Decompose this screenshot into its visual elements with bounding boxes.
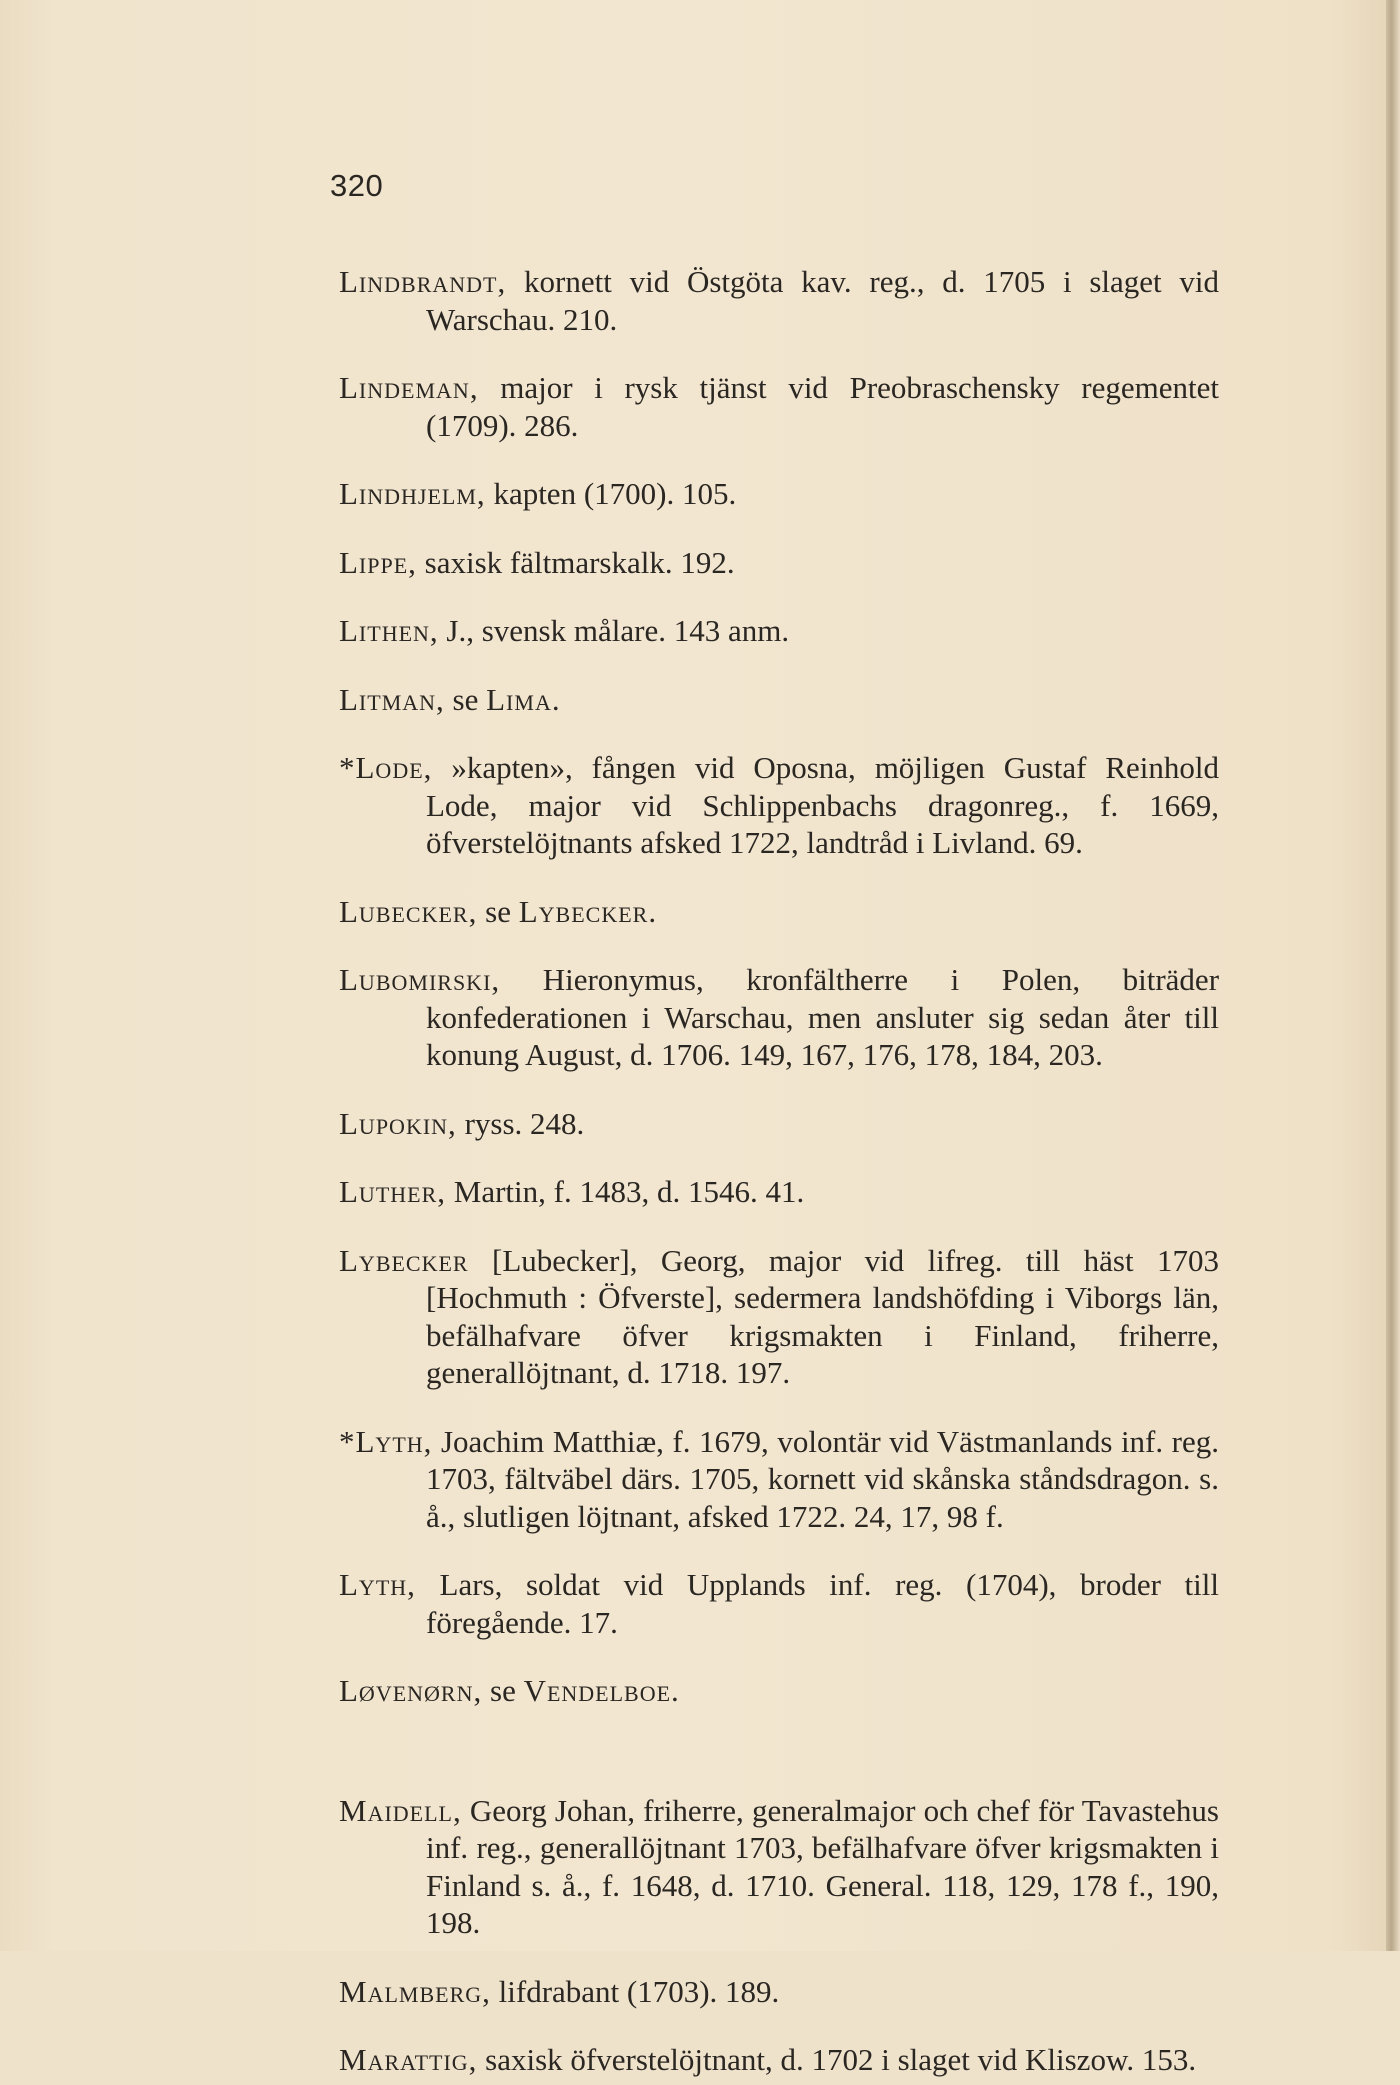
entry-text: kapten (1700). 105.	[493, 476, 737, 511]
index-entry	[339, 2041, 1219, 2079]
entry-cross-reference: Lybecker.	[518, 893, 658, 929]
entry-cross-reference: Lima.	[486, 681, 561, 717]
index-entry	[339, 263, 1219, 338]
entry-name: Malmberg,	[339, 1973, 491, 2009]
entry-name: Lindbrandt,	[339, 264, 507, 299]
index-entry	[339, 749, 1219, 862]
index-entry	[339, 1242, 1219, 1392]
entry-name: Lupokin,	[339, 1105, 457, 1141]
entry-text: saxisk fältmarskalk. 192.	[424, 544, 735, 580]
entry-text: Georg Johan, friherre, generalmajor och chef för Tavastehus inf. reg., generallöjtnant 1703, befälhafvare öfver krigsmakten i Finland s. å., f. 1648, d. 1710. General. 118, 129, 178 f., 190, 198.	[426, 1792, 1219, 1940]
entry-text: saxisk öfverstelöjtnant, d. 1702 i slaget vid Kliszow. 153.	[485, 2042, 1197, 2077]
entry-text: [Lubecker], Georg, major vid lifreg. till häst 1703 [Hochmuth : Öfverste], sedermera landshöfding i Viborgs län, befälhafvare öfver krigsmakten i Finland, friherre, generallöjtnant, d. 1718. 197.	[426, 1242, 1219, 1390]
index-entry	[339, 681, 1219, 719]
entry-name: Løvenørn,	[339, 1673, 483, 1708]
entry-text: se	[452, 681, 479, 717]
entry-name: Lybecker	[339, 1242, 469, 1278]
index-entry	[339, 961, 1219, 1074]
entry-text: lifdrabant (1703). 189.	[498, 1973, 780, 2009]
index-entry	[339, 1173, 1219, 1211]
entry-name: Litman,	[339, 681, 445, 717]
entry-text: Hieronymus, kronfältherre i Polen, biträder konfederationen i Warschau, men ansluter sig sedan åter till konung August, d. 1706. 149, 167, 176, 178, 184, 203.	[426, 962, 1220, 1072]
entry-text: »kapten», fången vid Oposna, möjligen Gustaf Reinhold Lode, major vid Schlippenbachs dragonreg., f. 1669, öfverstelöjtnants afsked 1722, landtråd i Livland. 69.	[426, 750, 1219, 860]
index-entry	[339, 1672, 1219, 1710]
entry-text: Joachim Matthiæ, f. 1679, volontär vid Västmanlands inf. reg. 1703, fältväbel därs. 1705, kornett vid skånska ståndsdragon. s. å., slutligen löjtnant, afsked 1722. 24, 17, 98 f.	[426, 1423, 1220, 1534]
index-entry	[339, 1105, 1219, 1143]
entry-name: Lubecker,	[339, 893, 478, 929]
entry-name: Lithen,	[339, 613, 439, 648]
entry-name: Marattig,	[339, 2042, 478, 2077]
index-entry	[339, 544, 1219, 582]
entry-text: J., svensk målare. 143 anm.	[446, 613, 790, 648]
entry-cross-reference: Vendelboe.	[523, 1673, 680, 1708]
index-entry	[339, 1973, 1219, 2011]
entry-name: Lyth,	[339, 1567, 416, 1602]
entry-name: Luther,	[339, 1174, 447, 1209]
index-entry	[339, 612, 1219, 650]
index-entry	[339, 369, 1219, 444]
entry-name: Lippe,	[339, 544, 417, 580]
entry-text: se	[485, 893, 511, 929]
entry-text: Martin, f. 1483, d. 1546. 41.	[453, 1174, 805, 1209]
entry-text: major i rysk tjänst vid Preobraschensky regementet (1709). 286.	[426, 370, 1219, 443]
entry-text: kornett vid Östgöta kav. reg., d. 1705 i slaget vid Warschau. 210.	[426, 264, 1219, 337]
entry-text: ryss. 248.	[464, 1105, 585, 1141]
index-entry	[339, 893, 1219, 931]
page-edge	[1386, 0, 1400, 1951]
entry-name: Lindhjelm,	[339, 476, 486, 511]
index-entry	[339, 1566, 1219, 1641]
entry-name: Lindeman,	[339, 370, 479, 405]
entry-name: *Lode,	[339, 750, 433, 785]
entry-name: Lubomirski,	[339, 962, 501, 997]
entry-name: Maidell,	[339, 1792, 462, 1828]
index-entry	[339, 1792, 1219, 1942]
index-entries	[339, 232, 1219, 2085]
index-entry	[339, 1423, 1219, 1536]
entry-text: se	[490, 1673, 516, 1708]
page-number: 320	[330, 168, 384, 203]
entry-text: Lars, soldat vid Upplands inf. reg. (1704), broder till föregående. 17.	[426, 1567, 1220, 1640]
index-entry	[339, 475, 1219, 513]
entry-name: *Lyth,	[339, 1423, 433, 1459]
